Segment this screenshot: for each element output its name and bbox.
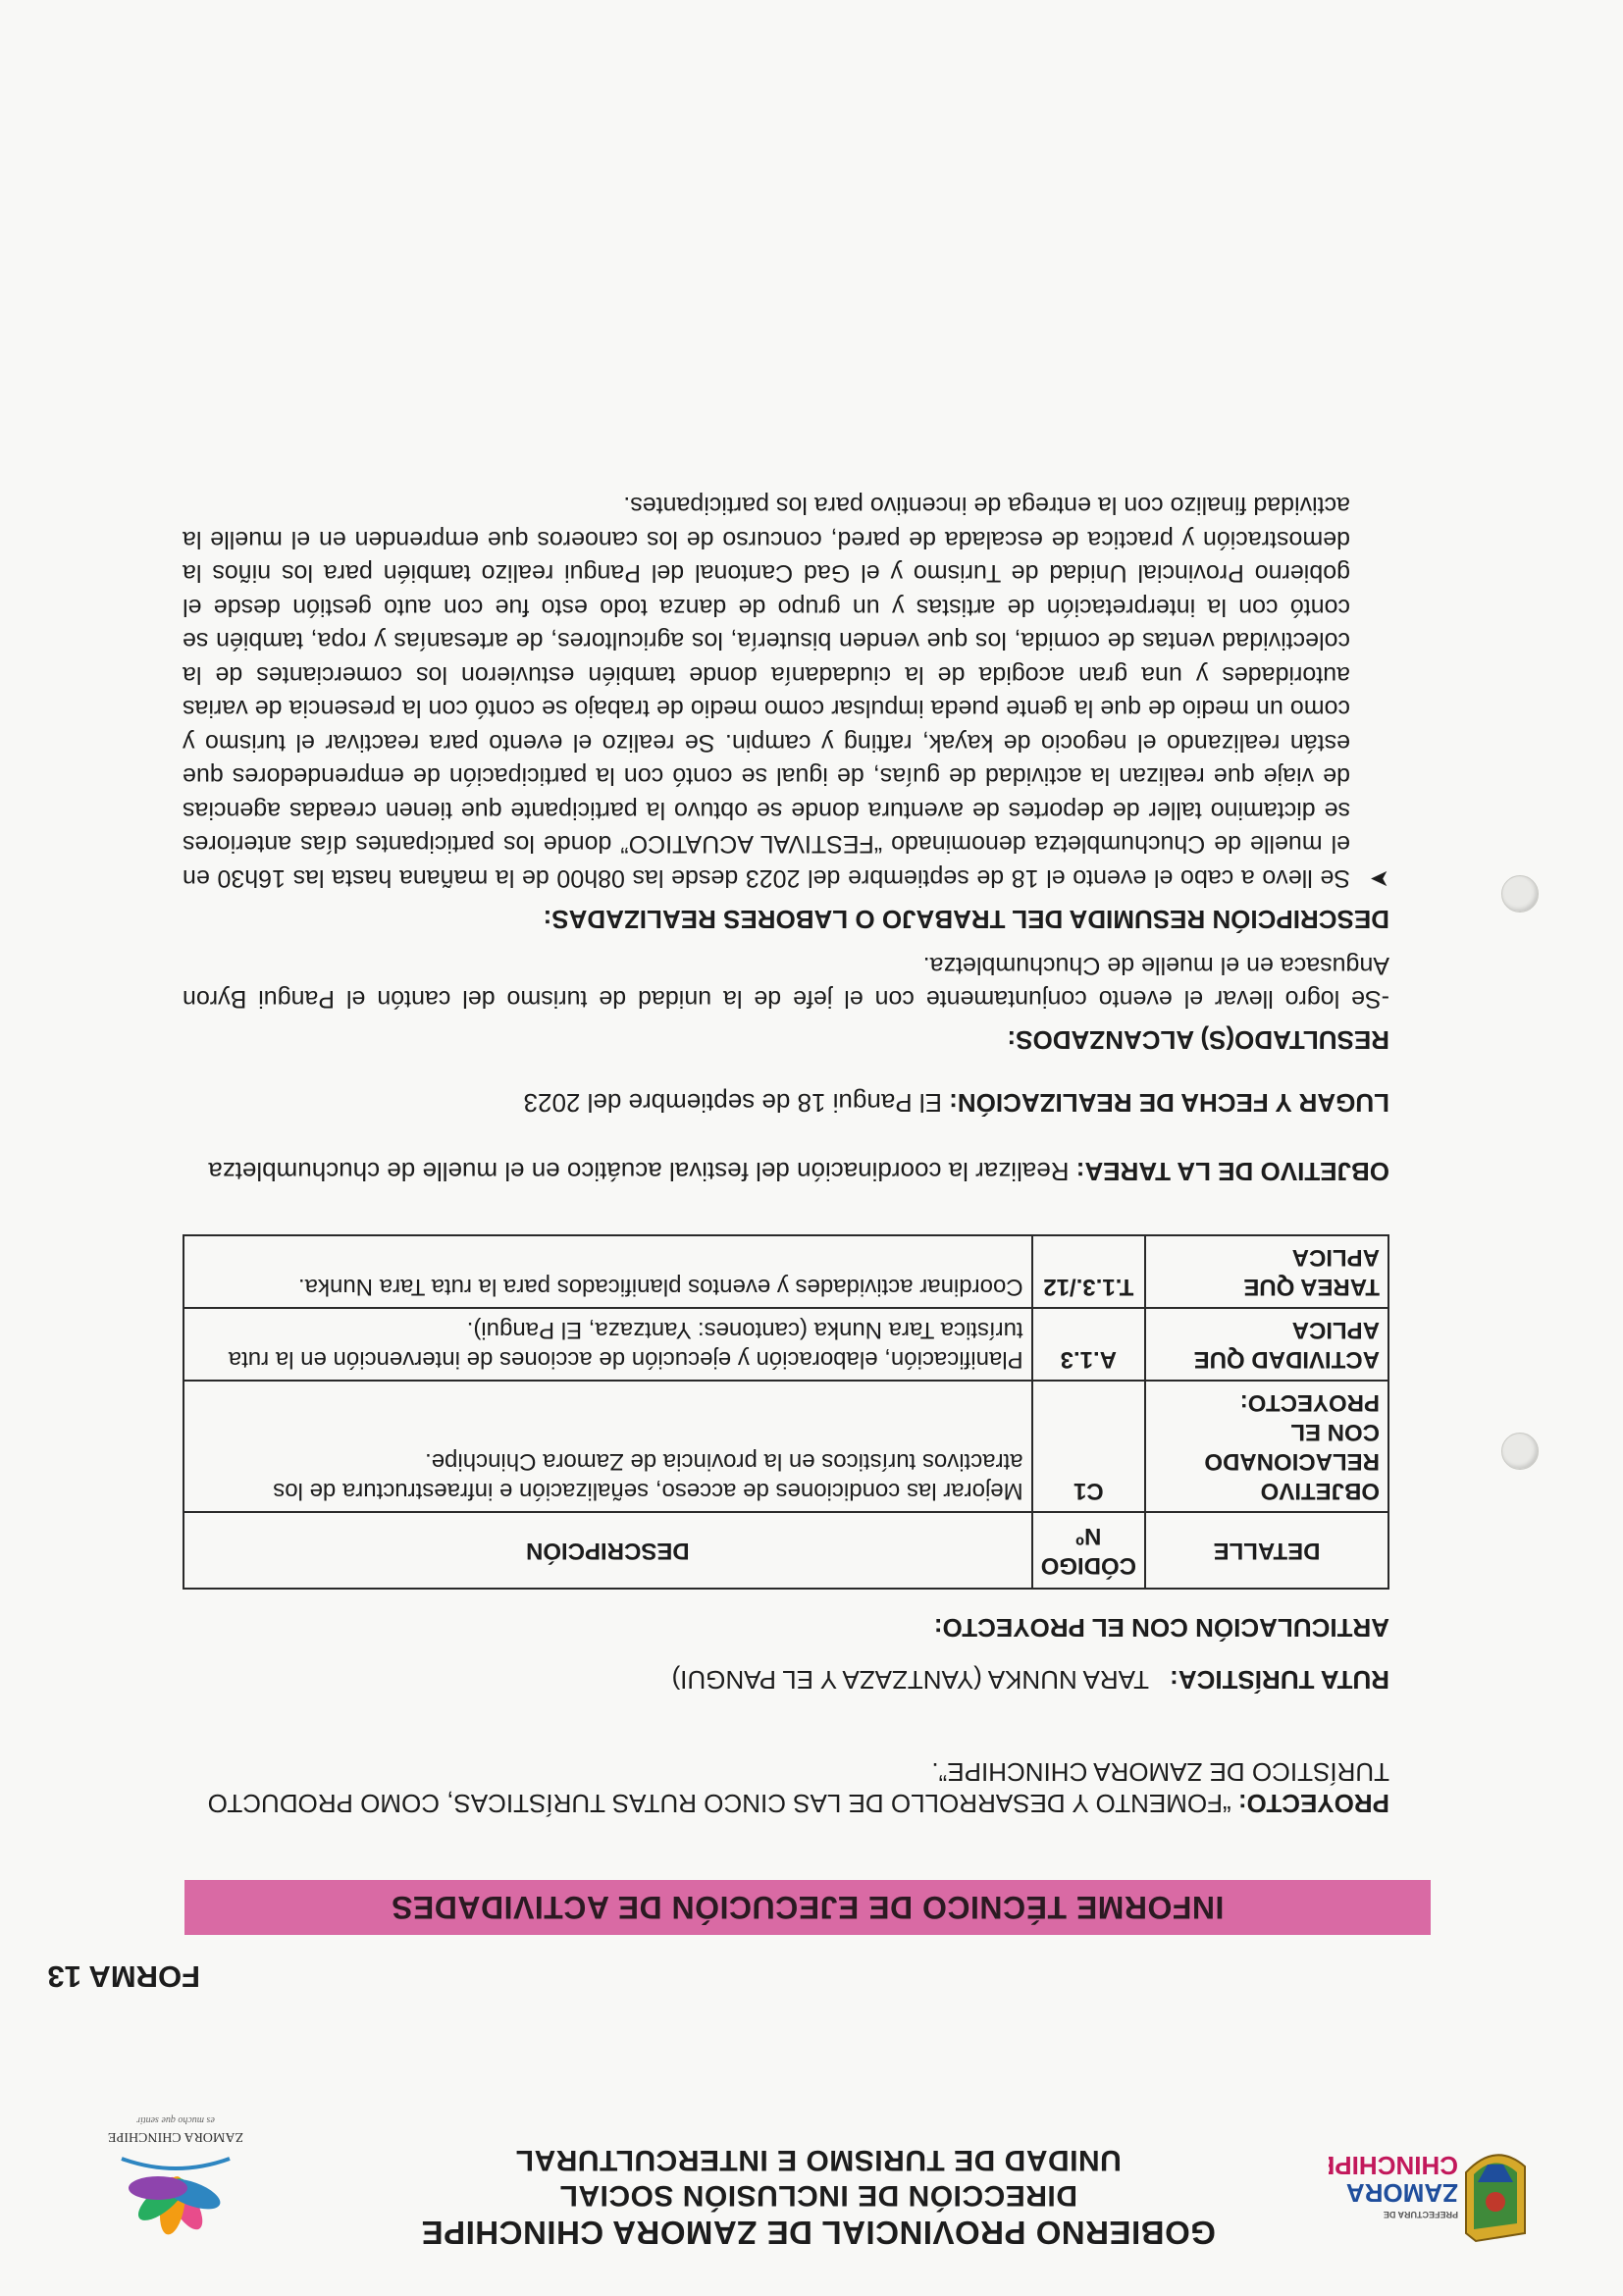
punch-hole	[1501, 875, 1539, 913]
route-label: RUTA TURÍSTICA:	[1170, 1665, 1389, 1695]
unit-name: UNIDAD DE TURISMO E INTERCULTURAL	[515, 2144, 1122, 2176]
place-date-label: LUGAR Y FECHA DE REALIZACIÓN:	[949, 1088, 1389, 1118]
form-number: FORMA 13	[47, 1959, 200, 1994]
row-detail: ACTIVIDAD QUE APLICA	[1145, 1308, 1388, 1381]
table-header-row	[183, 1512, 1388, 1589]
description-text: Se llevo a cabo el evento el 18 de septiembre del 2023 desde las 08h00 de la mañana hasta las 16h30 en el muelle de Chuchumbletza denominado “FESTIVAL ACUATICO” donde los participantes días anteriores se dictamino taller de deportes de aventura donde se obtuvo la participante que tienen creadas agencias de viaje que realizan la actividad de guías, de igual se contó con la participación de emprendedores que están realizando el negocio de kayak, rafting y campin. Se realizo el evento para reactivar el turismo y como un medio de que la gente pueda impulsar como medio de trabajo se contó con la presencia de varias autoridades y una gran acogida de la ciudadanía donde también estuvieron los comerciantes de la colectividad ventas de comida, los que venden bisutería, los agricultores, de artesanías y ropa, también se contó con la interpretación de artistas y un grupo de danza todo esto fue con auto gestión desde el gobierno Provincial Unidad de Turismo y el Gad Cantonal del Pangui realizo también para los niños la demostración y practica de escalada de pared, concurso de los canoeros que emprenden en el muelle la actividad finalizo con la entrega de incentivo para los participantes.	[183, 492, 1350, 892]
header-description: DESCRIPCIÓN	[183, 1512, 1032, 1589]
row-detail: TAREA QUE APLICA	[1145, 1235, 1388, 1308]
description-title: DESCRIPCIÓN RESUMIDA DEL TRABAJO O LABORES REALIZADAS:	[543, 905, 1389, 934]
description-block	[183, 489, 1389, 895]
punch-hole	[1501, 1433, 1539, 1470]
svg-text:ZAMORA CHINCHIPE: ZAMORA CHINCHIPE	[107, 2129, 244, 2144]
row-detail: OBJETIVO RELACIONADO CON EL PROYECTO:	[1145, 1381, 1388, 1512]
table-row	[183, 1381, 1388, 1512]
prefecture-logo	[1329, 2133, 1535, 2251]
organization-name: GOBIERNO PROVINCIAL DE ZAMORA CHINCHIPE	[421, 2215, 1216, 2251]
project-value: “FOMENTO Y DESARROLLO DE LAS CINCO RUTAS TURÍSTICAS, COMO PRODUCTO TURÍSTICO DE ZAMORA CHINCHIPE”.	[207, 1757, 1389, 1818]
svg-text:PREFECTURA DE: PREFECTURA DE	[1383, 2210, 1458, 2219]
arrow-bullet-icon: ➤	[1369, 865, 1389, 892]
report-title: INFORME TÉCNICO DE EJECUCIÓN DE ACTIVIDADES	[391, 1890, 1225, 1926]
results-title: RESULTADO(S) ALCANZADOS:	[1007, 1025, 1389, 1055]
row-description: Coordinar actividades y eventos planificados para la ruta Tara Nunka.	[183, 1235, 1032, 1308]
project-field	[183, 1756, 1389, 1819]
results-text: -Se logro llevar el evento conjuntamente con el jefe de la unidad de turismo del cantón el Pangui Byron Angusaca en el muelle de Chuchumbletza.	[183, 952, 1389, 1013]
row-code: A.1.3	[1032, 1308, 1145, 1381]
objective-label: OBJETIVO DE LA TAREA:	[1075, 1157, 1389, 1186]
header-text-block	[387, 2142, 1250, 2252]
prefecture-shield-icon	[1329, 2133, 1535, 2251]
document-header	[0, 2100, 1623, 2296]
objective-value: Realizar la coordinación del festival acuático en el muelle de chuchumbletza	[208, 1157, 1070, 1186]
project-label: PROYECTO:	[1237, 1789, 1389, 1818]
title-banner	[184, 1880, 1431, 1935]
tourism-logo	[92, 2110, 259, 2257]
row-code: C1	[1032, 1381, 1145, 1512]
place-date-field	[183, 1087, 1389, 1119]
table-row	[183, 1235, 1388, 1308]
header-code: CÓDIGO Nº	[1032, 1512, 1145, 1589]
svg-text:ZAMORA: ZAMORA	[1345, 2178, 1458, 2208]
route-field	[183, 1664, 1389, 1696]
row-description: Planificación, elaboración y ejecución de acciones de intervención en la ruta turística Tara Nunka (cantones: Yantzaza, El Pangui).	[183, 1308, 1032, 1381]
route-value: TARA NUNKA (YANTZAZA Y EL PANGUI)	[671, 1665, 1149, 1695]
svg-text:CHINCHIPE: CHINCHIPE	[1329, 2151, 1458, 2180]
objective-field	[183, 1156, 1389, 1187]
tourism-flower-icon	[92, 2110, 259, 2257]
articulation-table	[183, 1234, 1389, 1590]
row-code: T.1.3./12	[1032, 1235, 1145, 1308]
place-date-value: El Pangui 18 de septiembre del 2023	[523, 1088, 942, 1118]
header-detail: DETALLE	[1145, 1512, 1388, 1589]
department-name: DIRECCIÓN DE INCLUSIÓN SOCIAL	[559, 2179, 1077, 2212]
row-description: Mejorar las condiciones de acceso, señalización e infraestructura de los atractivos turísticos en la provincia de Zamora Chinchipe.	[183, 1381, 1032, 1512]
table-row	[183, 1308, 1388, 1381]
articulation-title: ARTICULACIÓN CON EL PROYECTO:	[933, 1613, 1389, 1643]
svg-text:es mucho que sentir: es mucho que sentir	[136, 2114, 215, 2125]
